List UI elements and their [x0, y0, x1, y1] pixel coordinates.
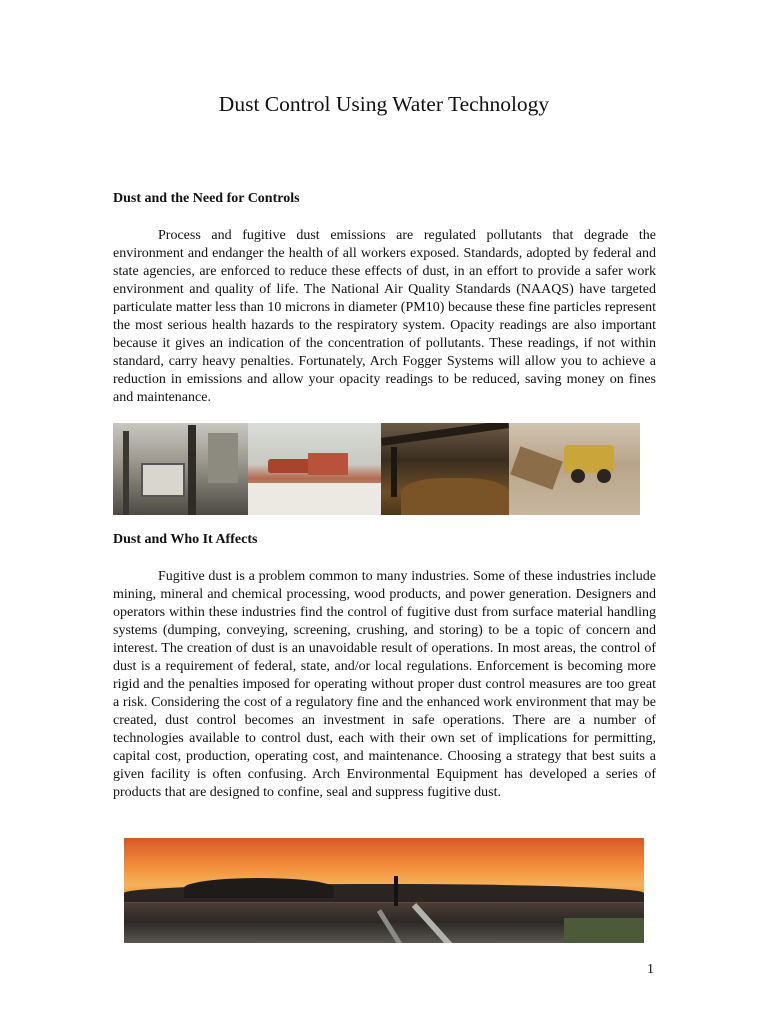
paragraph-need-for-controls: Process and fugitive dust emissions are regulated pollutants that degrade the environment and endanger the health of all workers exposed. Standards, adopted by federal and state agencies, are enforced to reduce these effects of dust, in an effort to provide a safer work environment and quality of life. The National Air Quality Standards (NAAQS) have targeted particulate matter less than 10 microns in diameter (PM10) because these fine particles represent the most serious health hazards to the respiratory system. Opacity readings are also important because it gives an indication of the concentration of pollutants. These readings, if not within standard, carry heavy penalties. Fortunately, Arch Fogger Systems will allow you to achieve a reduction in emissions and allow your opacity readings to be reduced, saving money on fines and maintenance.: [113, 228, 656, 405]
section-heading-need-for-controls: Dust and the Need for Controls: [113, 191, 300, 206]
industrial-photo-strip: [113, 423, 640, 515]
photo-crushing-site: [248, 423, 381, 515]
photo-conveyor-stockpile: [381, 423, 509, 515]
photo-sunset-conveyor-panorama: [124, 838, 644, 943]
document-title: Dust Control Using Water Technology: [218, 92, 550, 116]
photo-processing-plant: [113, 423, 248, 515]
section-heading-who-it-affects: Dust and Who It Affects: [113, 532, 258, 547]
paragraph-who-it-affects: Fugitive dust is a problem common to many industries. Some of these industries include mining, mineral and chemical processing, wood products, and power generation. Designers and operators within these industries find the control of fugitive dust from surface material handling systems (dumping, conveying, screening, crushing, and storing) to be a topic of concern and interest. The creation of dust is an unavoidable result of operations. In most areas, the control of dust is a requirement of federal, state, and/or local regulations. Enforcement is becoming more rigid and the penalties imposed for operating without proper dust control measures are too great a risk. Considering the cost of a regulatory fine and the enhanced work environment that may be created, dust control becomes an investment in safe operations. There are a number of technologies available to control dust, each with their own set of implications for permitting, capital cost, production, operating cost, and maintenance. Choosing a strategy that best suits a given facility is often confusing. Arch Environmental Equipment has developed a series of products that are designed to confine, seal and suppress fugitive dust.: [113, 569, 656, 800]
photo-loader-dust: [509, 423, 640, 515]
page-number: 1: [647, 962, 654, 977]
